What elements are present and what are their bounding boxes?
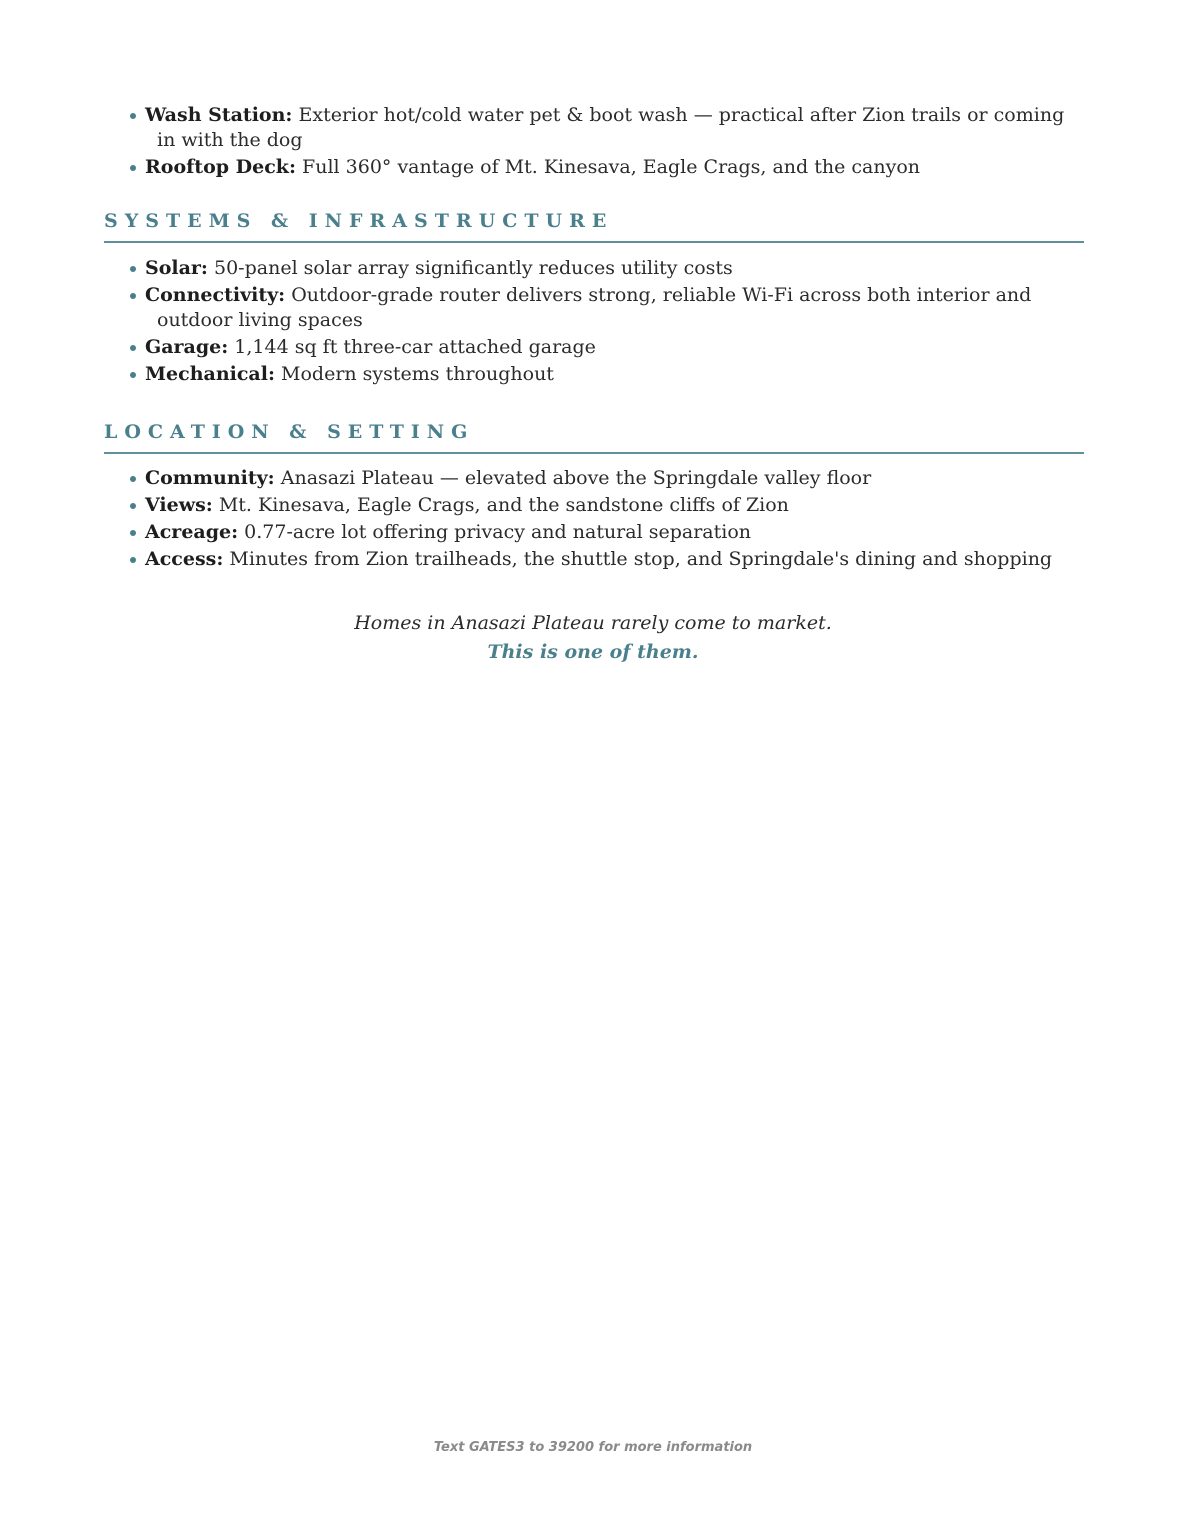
item-text: Exterior hot/cold water pet & boot wash — practical after Zion trails or coming in with the dog [157, 104, 1065, 151]
item-text: Anasazi Plateau — elevated above the Springdale valley floor [280, 467, 872, 489]
list-item [130, 493, 1070, 518]
list-item [130, 335, 1070, 360]
item-label: Wash Station: [145, 104, 293, 126]
item-label: Acreage: [145, 521, 239, 543]
bullet-icon [130, 293, 136, 299]
list-item [130, 362, 1070, 387]
list-item [130, 155, 1070, 180]
item-text: Modern systems throughout [281, 363, 554, 385]
footer-note: Text GATES3 to 39200 for more information [433, 1440, 753, 1455]
location-list [130, 466, 1070, 574]
bullet-icon [130, 557, 136, 563]
bullet-icon [130, 530, 136, 536]
list-item [130, 283, 1070, 333]
item-text: Full 360° vantage of Mt. Kinesava, Eagle Crags, and the canyon [302, 156, 921, 178]
item-text: Mt. Kinesava, Eagle Crags, and the sandstone cliffs of Zion [218, 494, 789, 516]
item-text: 0.77-acre lot offering privacy and natural separation [244, 521, 751, 543]
item-label: Garage: [145, 336, 229, 358]
systems-list [130, 256, 1070, 389]
bullet-icon [130, 345, 136, 351]
section-heading-systems: SYSTEMS & INFRASTRUCTURE [104, 210, 1084, 243]
bullet-icon [130, 266, 136, 272]
bullet-icon [130, 476, 136, 482]
list-item [130, 103, 1070, 153]
list-item [130, 466, 1070, 491]
closing-tagline: This is one of them. [487, 641, 699, 663]
item-label: Views: [145, 494, 213, 516]
bullet-icon [130, 372, 136, 378]
item-label: Solar: [145, 257, 208, 279]
list-item [130, 547, 1070, 572]
item-text: 50-panel solar array significantly reduces utility costs [214, 257, 733, 279]
item-label: Rooftop Deck: [145, 156, 296, 178]
item-label: Community: [145, 467, 275, 489]
item-text: Outdoor-grade router delivers strong, reliable Wi-Fi across both interior and outdoor living spaces [157, 284, 1032, 331]
item-text: Minutes from Zion trailheads, the shuttle stop, and Springdale's dining and shopping [229, 548, 1053, 570]
item-label: Connectivity: [145, 284, 286, 306]
closing-line: Homes in Anasazi Plateau rarely come to market. [354, 612, 832, 634]
section-heading-location: LOCATION & SETTING [104, 421, 1084, 454]
item-label: Access: [145, 548, 224, 570]
item-text: 1,144 sq ft three-car attached garage [234, 336, 596, 358]
list-item [130, 520, 1070, 545]
amenities-list [130, 103, 1070, 182]
bullet-icon [130, 165, 136, 171]
bullet-icon [130, 113, 136, 119]
bullet-icon [130, 503, 136, 509]
list-item [130, 256, 1070, 281]
item-label: Mechanical: [145, 363, 275, 385]
